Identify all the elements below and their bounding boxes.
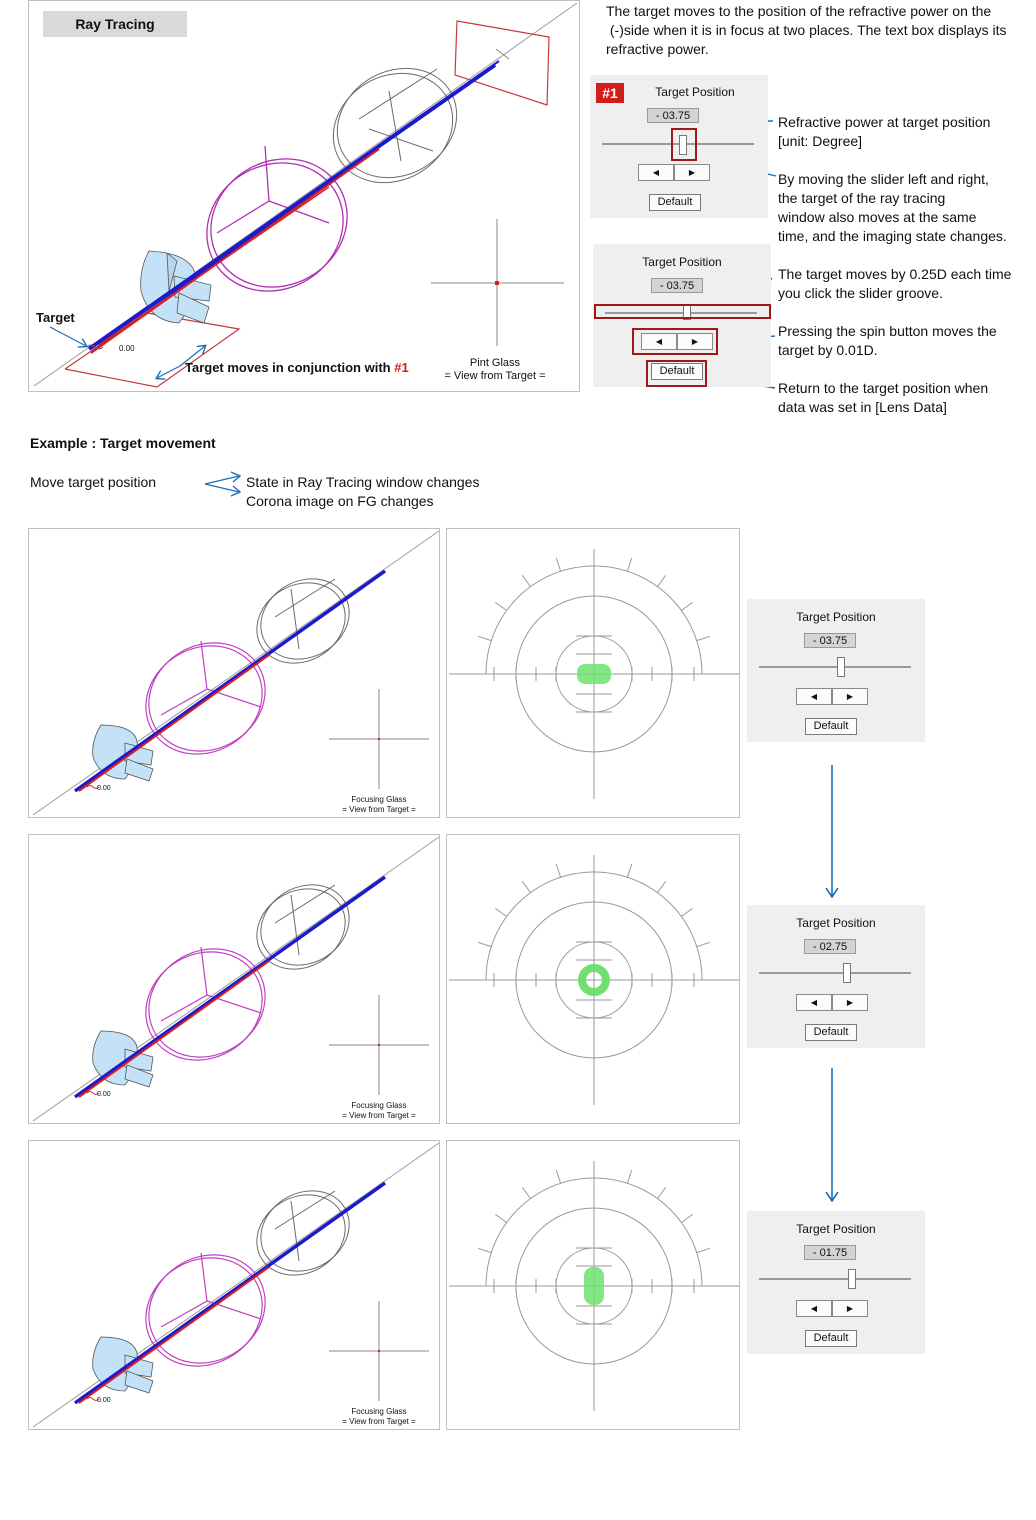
spin-left-button[interactable]: ◀	[796, 1300, 832, 1317]
target-position-slider-thumb[interactable]	[843, 963, 851, 983]
annotation-groove-line1: The target moves by 0.25D each time	[778, 266, 1012, 282]
default-button[interactable]: Default	[651, 363, 703, 380]
row-ray-scene	[29, 1141, 441, 1431]
target-position-label: Target Position	[655, 85, 735, 99]
intro-line-2: (-)side when it is in focus at two places. The text box displays its	[606, 22, 1007, 38]
default-button[interactable]: Default	[805, 1330, 857, 1347]
annotation-spin	[778, 322, 997, 360]
focusing-glass-chart	[447, 529, 741, 819]
default-button[interactable]: Default	[805, 1024, 857, 1041]
focusing-glass-line1: Focusing Glass	[351, 1407, 407, 1416]
annotation-default	[778, 379, 988, 417]
annotation-default-line2: data was set in [Lens Data]	[778, 399, 947, 415]
result-corona: Corona image on FG changes	[246, 493, 434, 509]
default-button[interactable]: Default	[649, 194, 701, 211]
move-target-label: Move target position	[30, 474, 157, 490]
spin-buttons	[796, 688, 868, 705]
row-focusing-glass-window	[446, 834, 740, 1124]
intro-text	[606, 2, 1036, 59]
target-position-label: Target Position	[796, 610, 876, 624]
example-heading: Example : Target movement	[30, 435, 216, 451]
focusing-glass-line1: Focusing Glass	[351, 795, 407, 804]
spin-buttons	[638, 164, 710, 181]
row-focusing-glass-window	[446, 528, 740, 818]
spin-highlight-box	[632, 328, 718, 355]
annotation-slider-line4: time, and the imaging state changes.	[778, 228, 1007, 244]
row-ray-tracing-window	[28, 528, 440, 818]
row-small-value: 0.00	[97, 1397, 111, 1404]
target-moves-ref: #1	[394, 360, 409, 375]
spin-left-button[interactable]: ◀	[638, 164, 674, 181]
annotation-slider-line2: the target of the ray tracing	[778, 190, 946, 206]
annotation-refractive	[778, 113, 990, 151]
target-position-value[interactable]: - 03.75	[647, 108, 699, 123]
pint-glass-line1: Pint Glass	[469, 357, 521, 369]
ray-value-label: 0.00	[119, 344, 135, 353]
row-arrows	[822, 760, 842, 1520]
badge-1: #1	[596, 83, 624, 103]
row-ray-tracing-window	[28, 1140, 440, 1430]
focusing-glass-line2: = View from Target =	[342, 1111, 416, 1120]
focusing-glass-chart	[447, 1141, 741, 1431]
default-highlight-box	[646, 360, 707, 387]
ray-tracing-title: Ray Tracing	[43, 11, 187, 37]
annotation-slider-line3: window also moves at the same	[778, 209, 977, 225]
slider-highlight-box	[671, 128, 697, 161]
target-label: Target	[36, 310, 75, 325]
focusing-glass-label	[319, 795, 439, 815]
spin-left-button[interactable]: ◀	[796, 994, 832, 1011]
result-ray-tracing: State in Ray Tracing window changes	[246, 474, 480, 490]
focusing-glass-label	[319, 1101, 439, 1121]
target-position-label: Target Position	[796, 1222, 876, 1236]
target-moves-label: Target moves in conjunction with	[185, 360, 391, 375]
spin-right-button[interactable]: ▶	[832, 688, 868, 705]
row-small-value: 0.00	[97, 785, 111, 792]
target-position-slider-thumb[interactable]	[837, 657, 845, 677]
spin-right-button[interactable]: ▶	[832, 994, 868, 1011]
target-position-label: Target Position	[796, 916, 876, 930]
row-ray-scene	[29, 835, 441, 1125]
row-target-position-panel	[747, 599, 925, 742]
default-button[interactable]: Default	[805, 718, 857, 735]
row-ray-scene	[29, 529, 441, 819]
annotation-groove-line2: you click the slider groove.	[778, 285, 943, 301]
focusing-glass-line1: Focusing Glass	[351, 1101, 407, 1110]
intro-line-3: refractive power.	[606, 41, 709, 57]
target-position-label: Target Position	[642, 255, 722, 269]
row-small-value: 0.00	[97, 1091, 111, 1098]
spin-left-button[interactable]: ◀	[641, 333, 677, 350]
spin-left-button[interactable]: ◀	[796, 688, 832, 705]
annotation-slider-line1: By moving the slider left and right,	[778, 171, 989, 187]
spin-right-button[interactable]: ▶	[674, 164, 710, 181]
target-position-value[interactable]: - 03.75	[804, 633, 856, 648]
target-position-slider-track[interactable]	[759, 666, 911, 668]
pint-glass-line2: = View from Target =	[444, 370, 546, 382]
annotation-spin-line1: Pressing the spin button moves the	[778, 323, 997, 339]
spin-right-button[interactable]: ▶	[677, 333, 713, 350]
annotation-refractive-line1: Refractive power at target position	[778, 114, 991, 130]
annotation-default-line1: Return to the target position when	[778, 380, 989, 396]
annotation-slider	[778, 170, 1007, 246]
intro-line-1: The target moves to the position of the refractive power on the	[606, 3, 992, 19]
target-position-value[interactable]: - 01.75	[804, 1245, 856, 1260]
row-ray-tracing-window	[28, 834, 440, 1124]
target-position-value[interactable]: - 03.75	[651, 278, 703, 293]
annotation-groove	[778, 265, 1011, 303]
annotation-spin-line2: target by 0.01D.	[778, 342, 878, 358]
focusing-glass-chart	[447, 835, 741, 1125]
row-focusing-glass-window	[446, 1140, 740, 1430]
annotation-refractive-line2: [unit: Degree]	[778, 133, 863, 149]
focusing-glass-label	[319, 1407, 439, 1427]
spin-right-button[interactable]: ▶	[832, 1300, 868, 1317]
focusing-glass-line2: = View from Target =	[342, 1417, 416, 1426]
target-position-value[interactable]: - 02.75	[804, 939, 856, 954]
focusing-glass-line2: = View from Target =	[342, 805, 416, 814]
target-position-slider-thumb[interactable]	[848, 1269, 856, 1289]
groove-highlight-box	[594, 304, 771, 319]
